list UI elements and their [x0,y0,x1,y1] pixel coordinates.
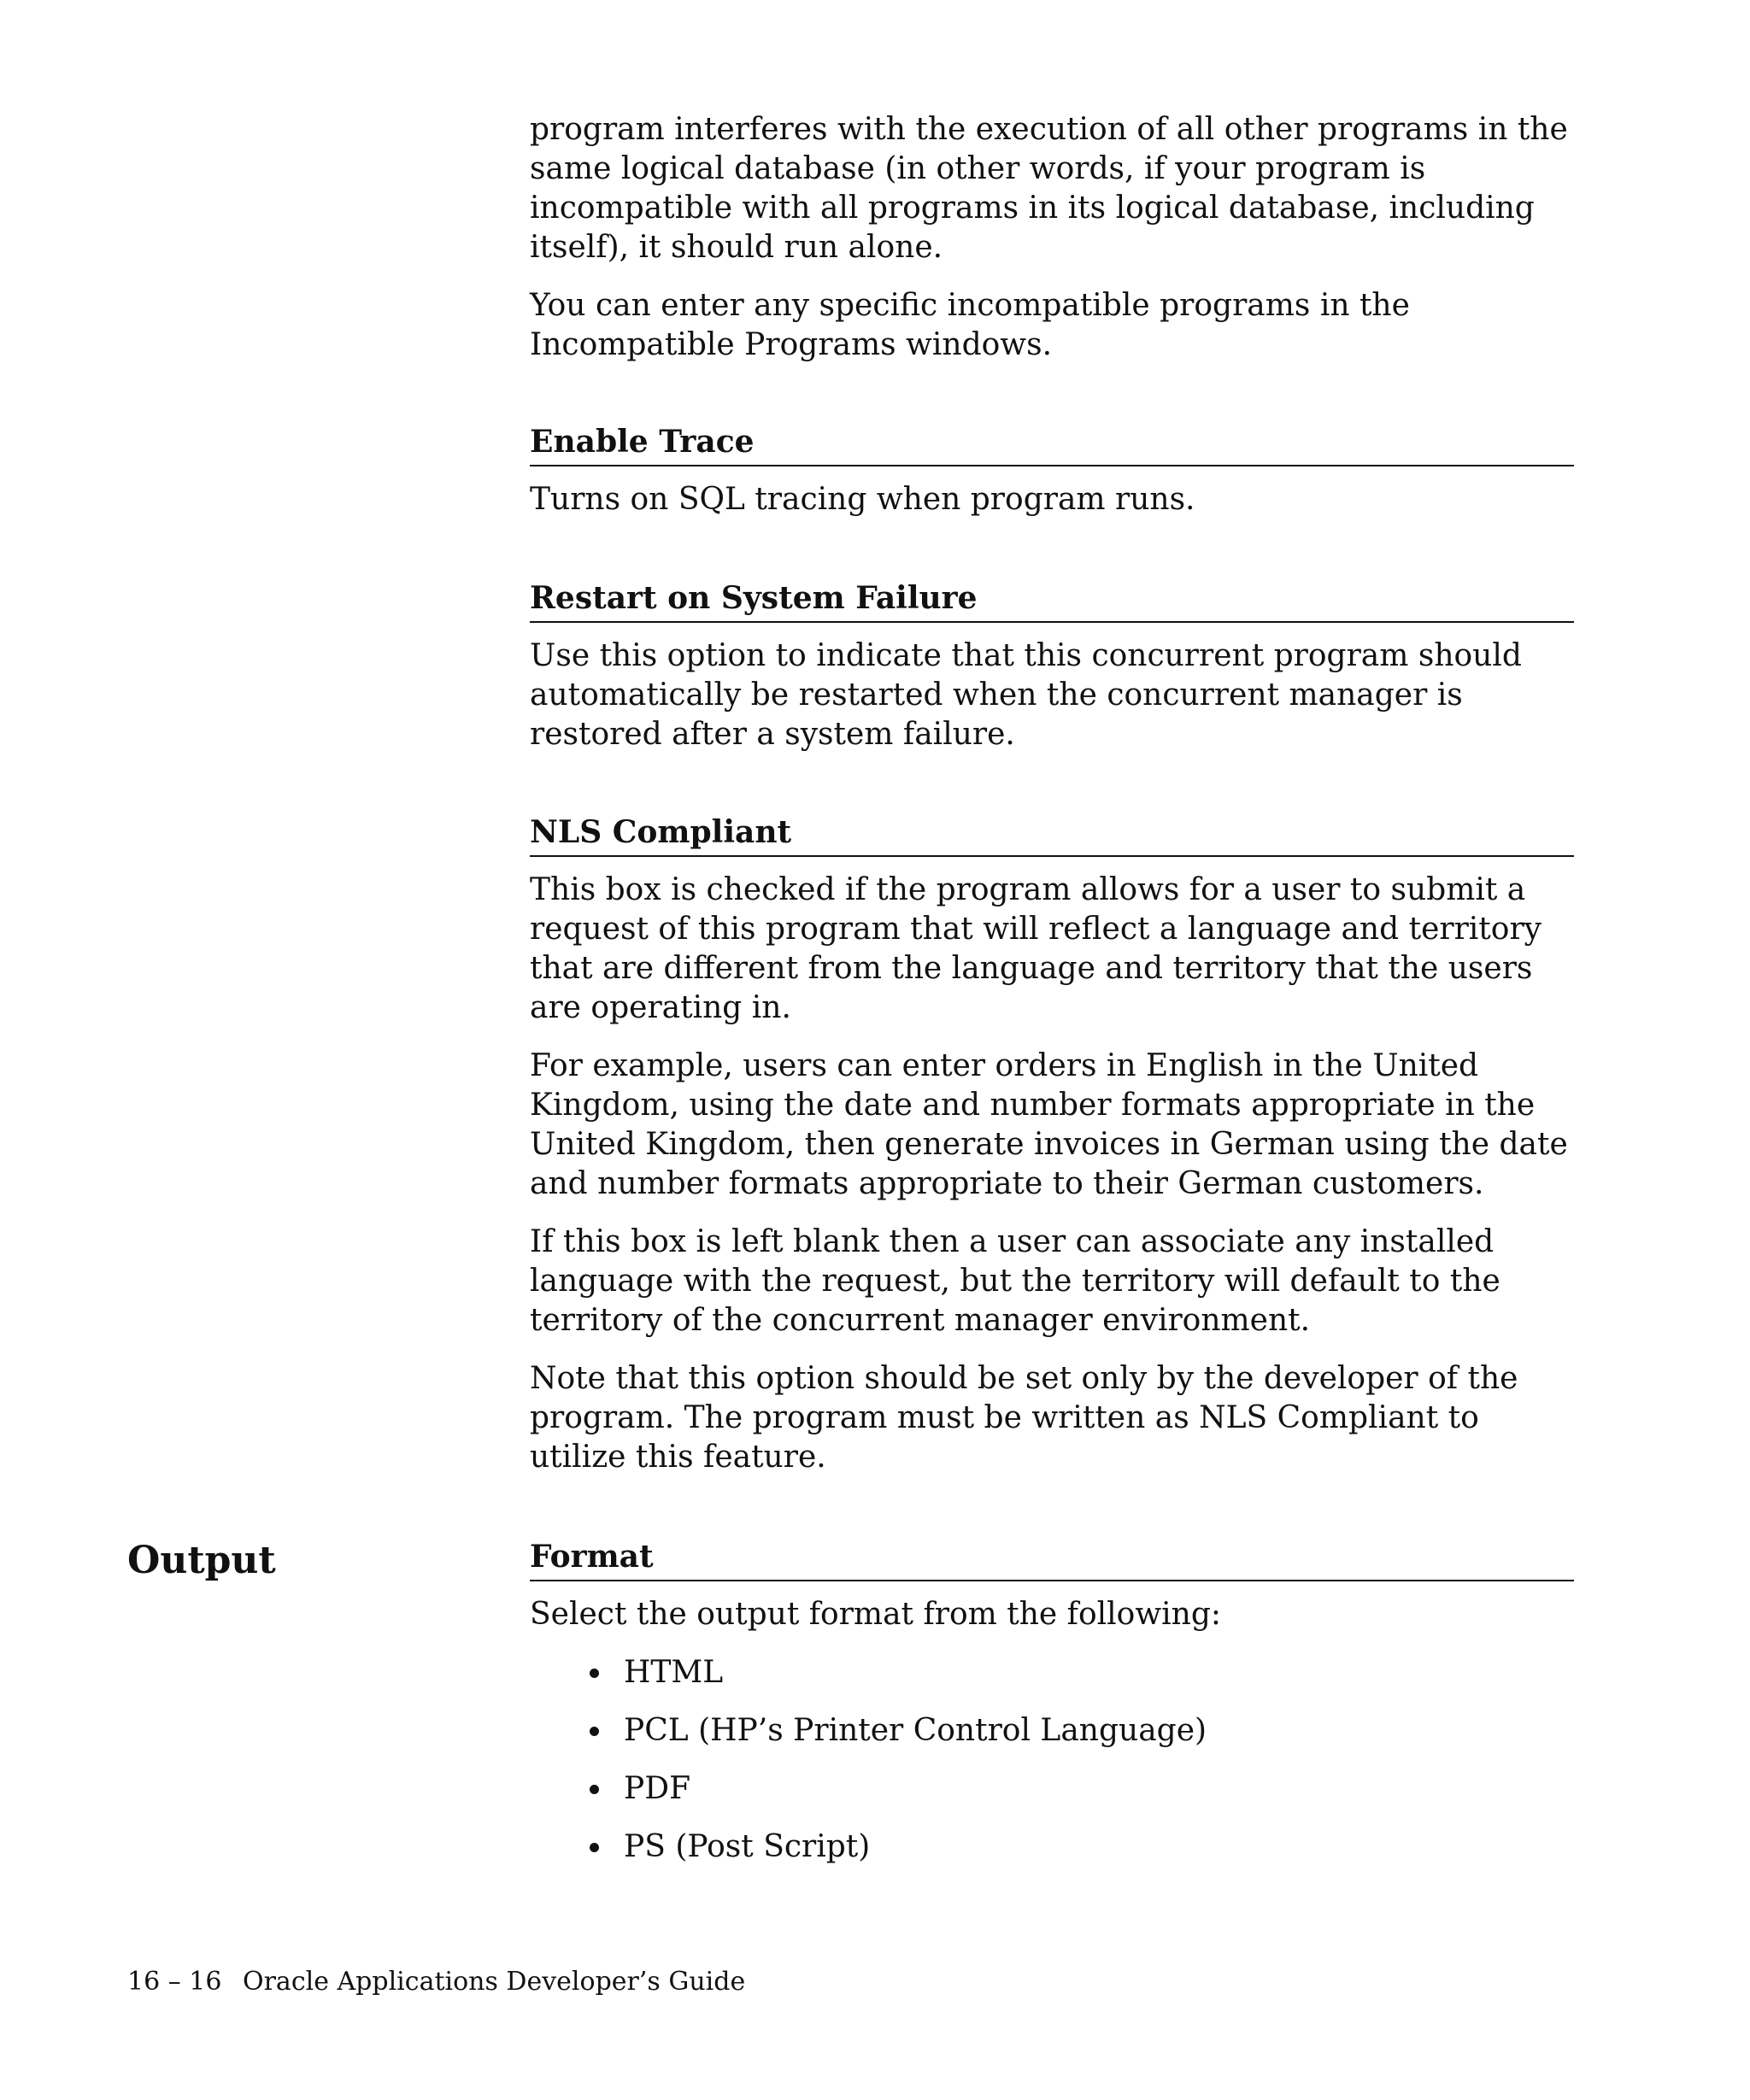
intro-block [530,110,1574,365]
enable-trace-block [530,480,1574,519]
nls-paragraph-4: Note that this option should be set only by the developer of the program. The program must be written as NLS Compliant to utilize this feature. [530,1361,1518,1475]
list-item [590,1827,1207,1886]
bullet-icon [590,1785,599,1794]
intro-paragraph-1: program interferes with the execution of all other programs in the same logical database (in other words, if your program is incompatible with all programs in its logical database, including itself), it should run alone. [530,112,1568,265]
restart-block [530,636,1574,754]
page-footer [127,1965,745,1999]
format-intro: Select the output format from the following: [530,1597,1222,1632]
enable-trace-description: Turns on SQL tracing when program runs. [530,482,1195,517]
format-option-pdf: PDF [624,1771,691,1806]
format-block [530,1595,1574,1634]
book-title: Oracle Applications Developer’s Guide [243,1967,746,1997]
format-list [590,1653,1207,1886]
format-option-pcl: PCL (HP’s Printer Control Language) [624,1713,1207,1748]
nls-paragraph-2: For example, users can enter orders in English in the United Kingdom, using the date and number formats appropriate in the United Kingdom, then generate invoices in German using the date and number formats appropriate to their German customers. [530,1048,1568,1201]
page-number: 16 – 16 [127,1967,222,1997]
restart-description: Use this option to indicate that this concurrent program should automatically be restarted when the concurrent manager is restored after a system failure. [530,638,1522,752]
nls-paragraph-3: If this box is left blank then a user can associate any installed language with the request, but the territory will default to the territory of the concurrent manager environment. [530,1224,1500,1338]
intro-paragraph-2: You can enter any specific incompatible programs in the Incompatible Programs windows. [530,288,1410,362]
list-item [590,1769,1207,1827]
nls-heading: NLS Compliant [530,812,1574,857]
restart-heading: Restart on System Failure [530,578,1574,623]
output-section-title: Output [127,1539,276,1582]
nls-paragraph-1: This box is checked if the program allows for a user to submit a request of this program that will reflect a language and territory that are different from the language and territory that the users are operating in. [530,872,1542,1025]
bullet-icon [590,1843,599,1852]
format-option-ps: PS (Post Script) [624,1829,871,1864]
list-item [590,1711,1207,1769]
nls-block [530,871,1574,1477]
format-option-html: HTML [624,1655,724,1690]
list-item [590,1653,1207,1711]
bullet-icon [590,1669,599,1678]
enable-trace-heading: Enable Trace [530,422,1574,466]
bullet-icon [590,1727,599,1736]
format-heading: Format [530,1537,1574,1581]
